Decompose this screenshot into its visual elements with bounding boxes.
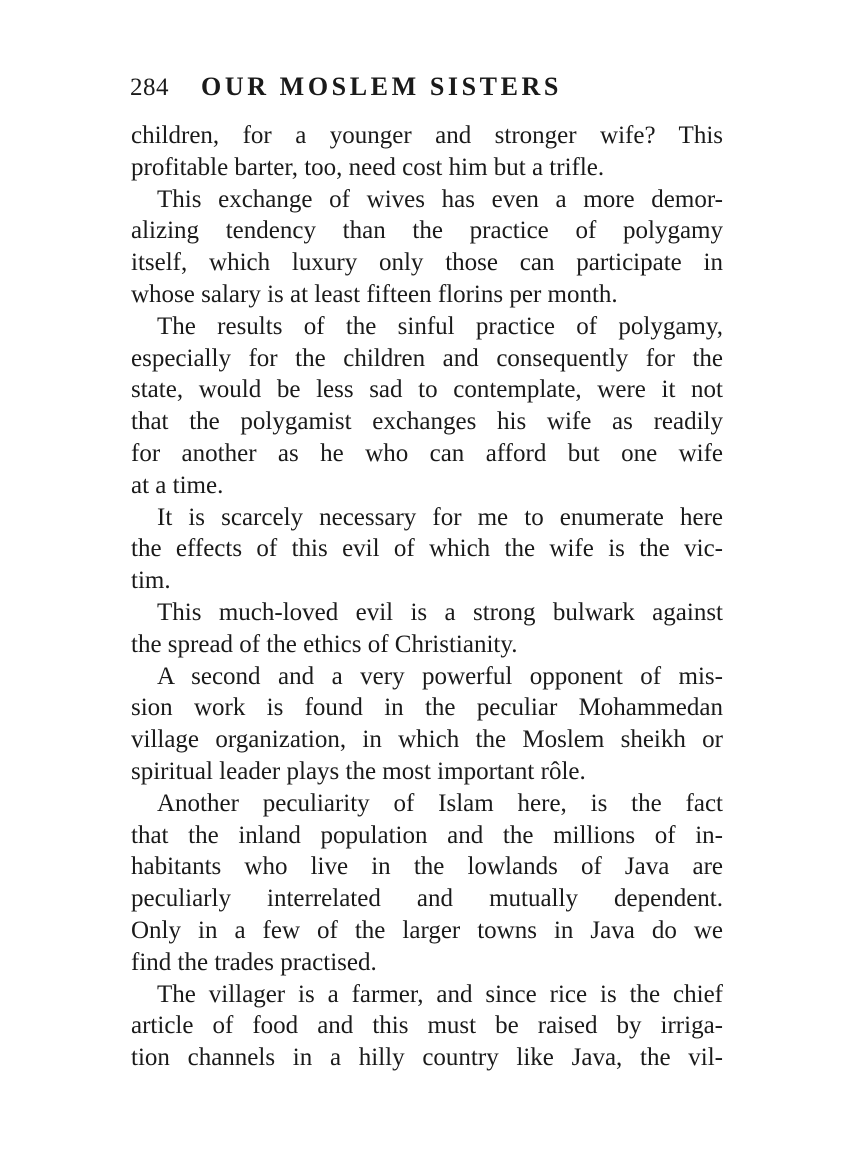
text-line: This much-loved evil is a strong bulwark against (157, 598, 723, 626)
text-line: itself, which luxury only those can participate in (131, 249, 723, 277)
running-head (130, 72, 730, 106)
text-line: children, for a younger and stronger wife? This (131, 122, 723, 149)
text-line: the effects of this evil of which the wife is the vic- (131, 535, 723, 563)
text-line: whose salary is at least fifteen florins per month. (131, 280, 618, 308)
text-line: tim. (131, 567, 171, 595)
text-line: Only in a few of the larger towns in Java do we (131, 916, 723, 944)
text-line: profitable barter, too, need cost him but a trifle. (131, 153, 605, 181)
text-line: for another as he who can afford but one wife (131, 439, 723, 467)
text-line: find the trades practised. (131, 948, 377, 976)
text-line: The results of the sinful practice of polygamy, (157, 312, 723, 340)
text-line: tion channels in a hilly country like Java, the vil- (131, 1044, 723, 1072)
text-line: The villager is a farmer, and since rice is the chief (157, 980, 723, 1008)
page-number: 284 (130, 74, 169, 101)
text-line: Another peculiarity of Islam here, is the fact (157, 789, 723, 817)
body-text (131, 120, 723, 1074)
text-line: alizing tendency than the practice of polygamy (131, 217, 723, 245)
text-line: It is scarcely necessary for me to enumerate here (157, 503, 723, 531)
text-line: habitants who live in the lowlands of Java are (131, 853, 723, 881)
text-line: spiritual leader plays the most important rôle. (131, 757, 586, 785)
text-line: that the inland population and the millions of in- (131, 821, 723, 849)
text-line: village organization, in which the Moslem sheikh or (131, 726, 723, 754)
text-line: state, would be less sad to contemplate, were it not (131, 376, 723, 404)
text-line: especially for the children and consequently for the (131, 344, 723, 372)
running-title: OUR MOSLEM SISTERS (201, 72, 562, 101)
text-line: the spread of the ethics of Christianity. (131, 630, 518, 658)
text-line: that the polygamist exchanges his wife as readily (131, 408, 723, 436)
text-line: at a time. (131, 471, 224, 499)
text-line: sion work is found in the peculiar Mohammedan (131, 694, 723, 722)
text-line: article of food and this must be raised by irriga- (131, 1012, 723, 1040)
text-line: A second and a very powerful opponent of mis- (157, 662, 723, 690)
text-line: peculiarly interrelated and mutually dependent. (131, 885, 723, 913)
text-line: This exchange of wives has even a more demor- (157, 185, 723, 213)
